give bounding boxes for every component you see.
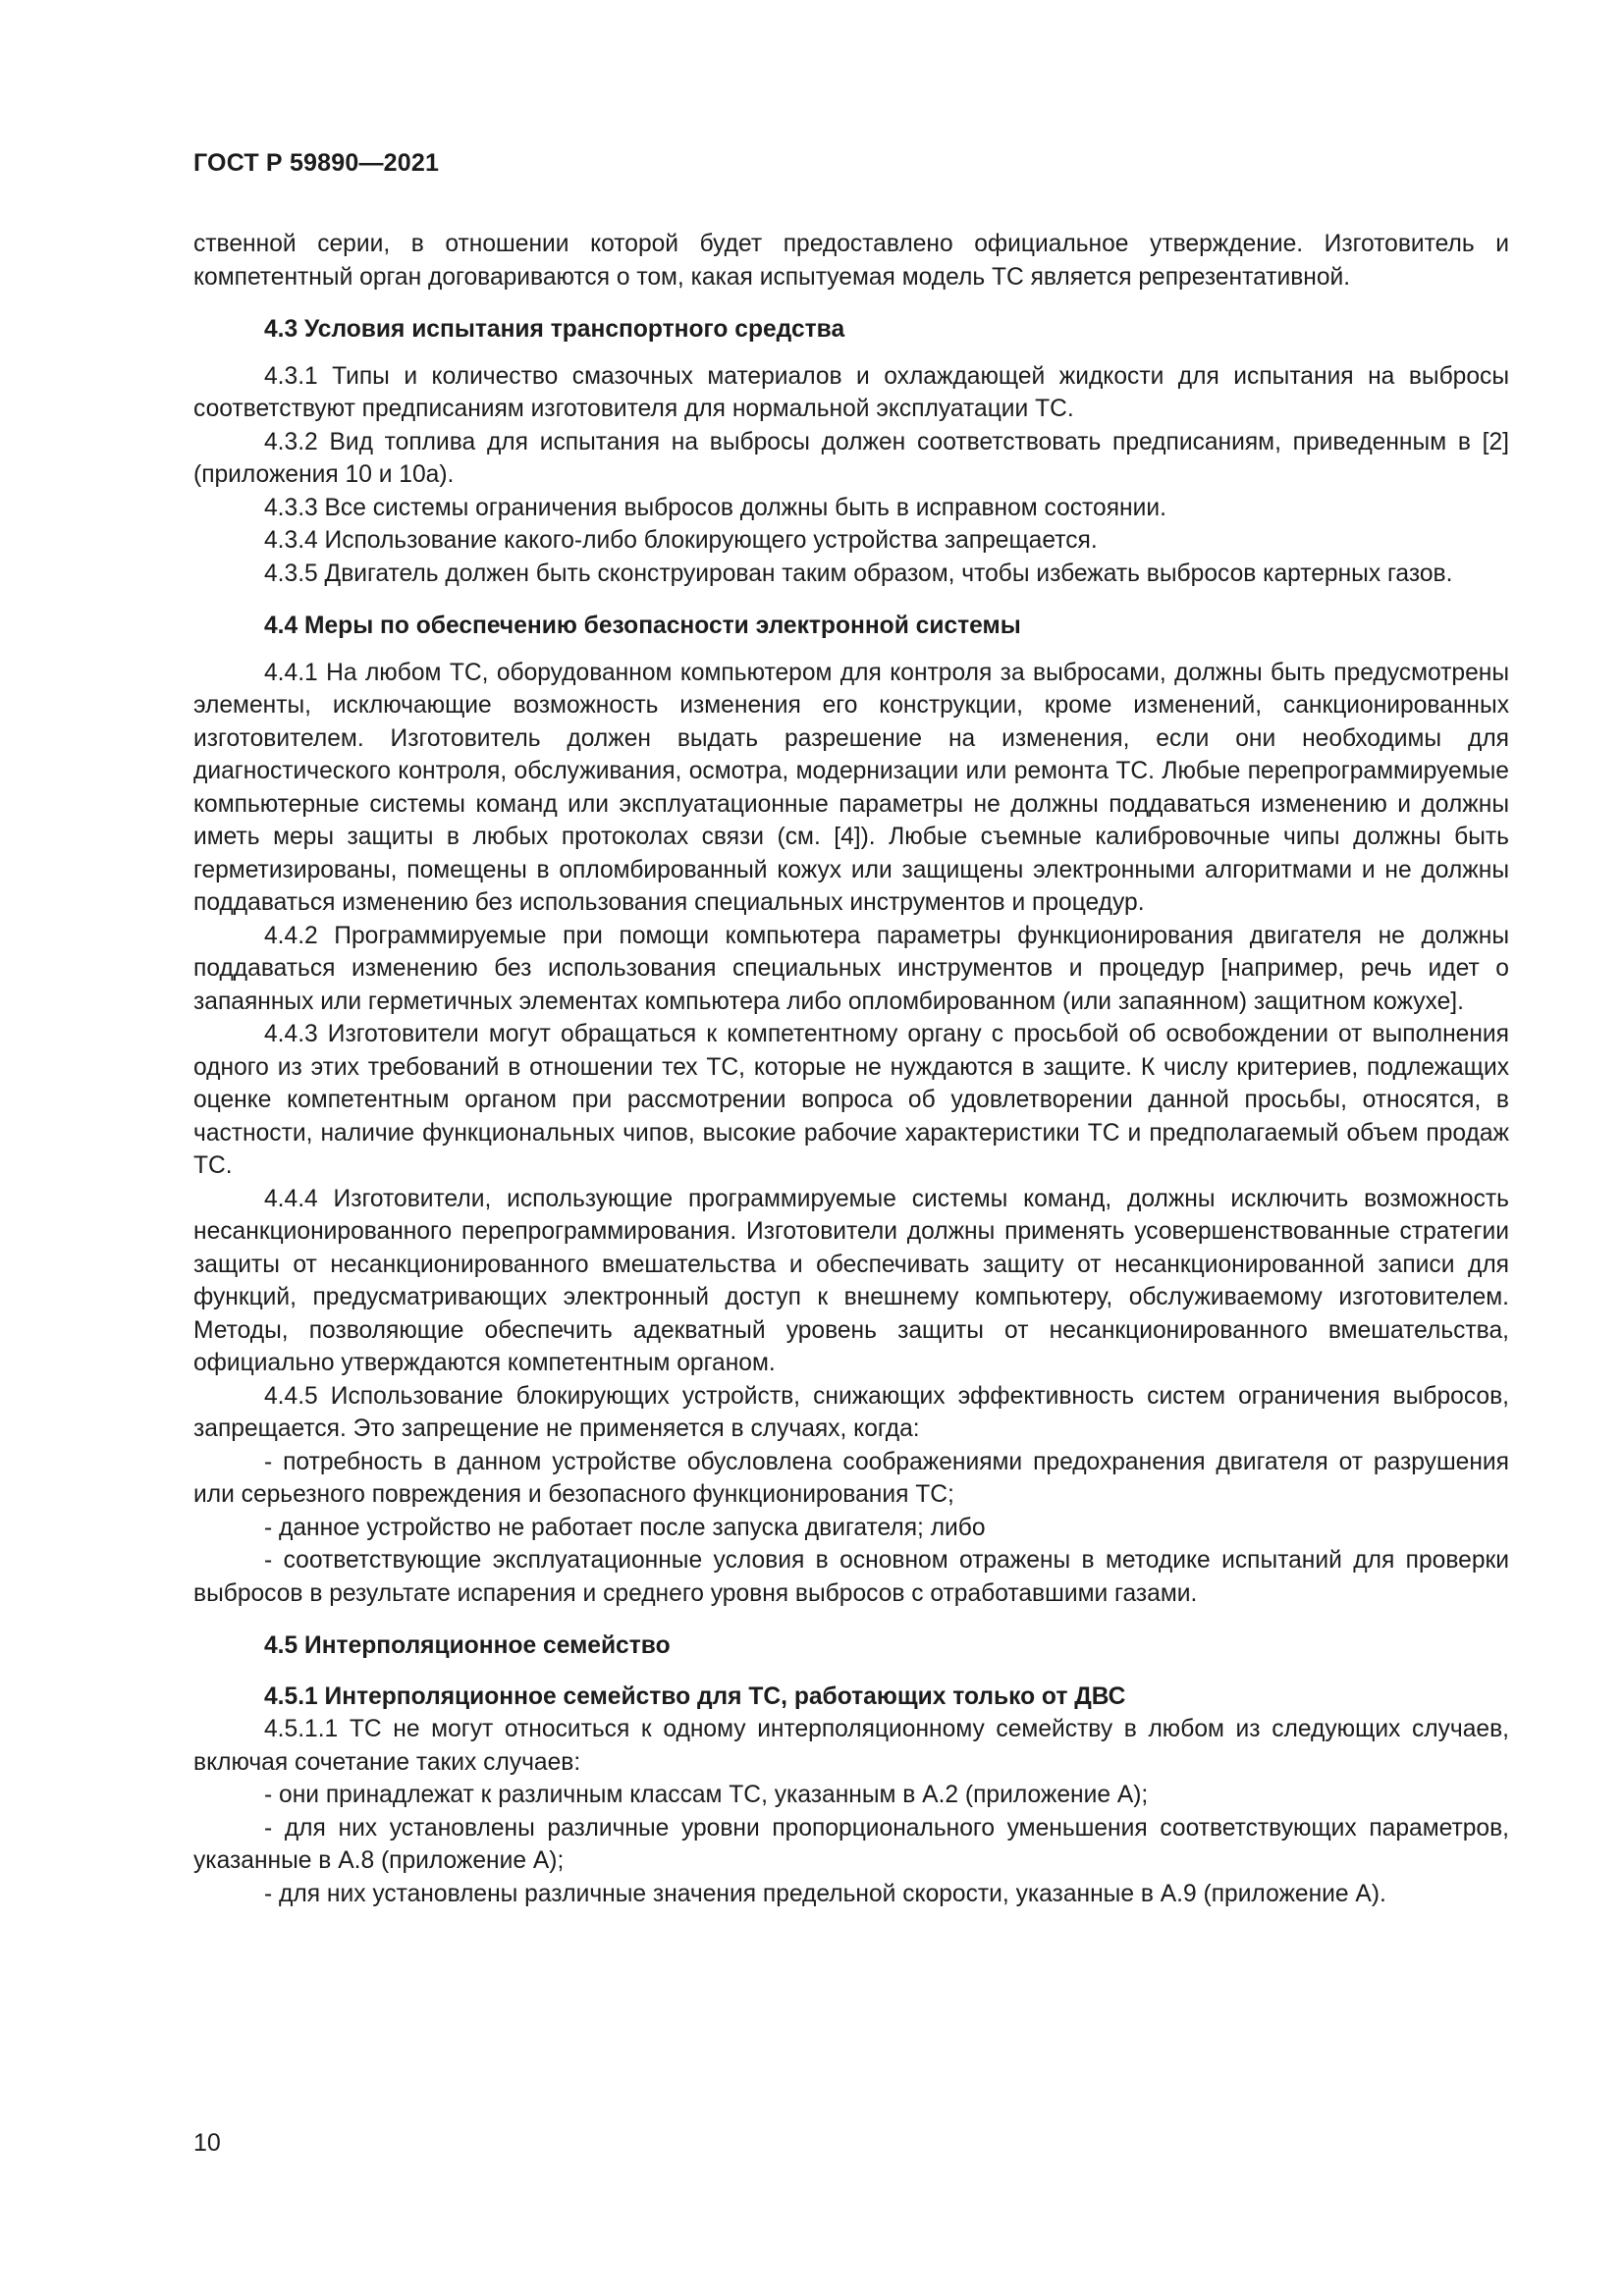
- list-item: - данное устройство не работает после запуска двигателя; либо: [264, 1514, 986, 1541]
- paragraph-4-3-1: 4.3.1 Типы и количество смазочных материалов и охлаждающей жидкости для испытания на выбросы соответствуют предписаниям изготовителя для нормальной эксплуатации ТС.: [193, 362, 1509, 422]
- paragraph-4-4-2: 4.4.2 Программируемые при помощи компьютера параметры функционирования двигателя не должны поддаваться изменению без использования специальных инструментов и процедур [например, речь идет о запаянных или герметичных элементах компьютера либо опломбированном (или запаянном) защитном кожухе].: [193, 922, 1509, 1015]
- paragraph-4-3-5: 4.3.5 Двигатель должен быть сконструирован таким образом, чтобы избежать выбросов картерных газов.: [264, 560, 1453, 587]
- list-item: - они принадлежат к различным классам ТС, указанным в А.2 (приложение А);: [264, 1782, 1149, 1808]
- paragraph-4-4-3: 4.4.3 Изготовители могут обращаться к компетентному органу с просьбой об освобождении от выполнения одного из этих требований в отношении тех ТС, которые не нуждаются в защите. К числу критериев, подлежащих оценке компетентным органом при рассмотрении вопроса об удовлетворении данной просьбы, относятся, в частности, наличие функциональных чипов, высокие рабочие характеристики ТС и предполагаемый объем продаж ТС.: [193, 1021, 1509, 1179]
- list-item: - для них установлены различные значения предельной скорости, указанные в А.9 (приложение А).: [264, 1880, 1386, 1907]
- document-header: ГОСТ Р 59890—2021: [193, 149, 440, 177]
- document-body: [193, 228, 1509, 1910]
- paragraph-4-3-3: 4.3.3 Все системы ограничения выбросов должны быть в исправном состоянии.: [264, 494, 1166, 521]
- paragraph-4-4-1: 4.4.1 На любом ТС, оборудованном компьютером для контроля за выбросами, должны быть предусмотрены элементы, исключающие возможность изменения его конструкции, кроме изменений, санкционированных изготовителем. Изготовитель должен выдать разрешение на изменения, если они необходимы для диагностического контроля, обслуживания, осмотра, модернизации или ремонта ТС. Любые перепрограммируемые компьютерные системы команд или эксплуатационные параметры не должны поддаваться изменению и должны иметь меры защиты в любых протоколах связи (см. [4]). Любые съемные калибровочные чипы должны быть герметизированы, помещены в опломбированный кожух или защищены электронными алгоритмами и не должны поддаваться изменению без использования специальных инструментов и процедур.: [193, 659, 1509, 916]
- subsection-heading-4-5-1: 4.5.1 Интерполяционное семейство для ТС, работающих только от ДВС: [264, 1682, 1126, 1710]
- list-item: - потребность в данном устройстве обусловлена соображениями предохранения двигателя от разрушения или серьезного повреждения и безопасного функционирования ТС;: [193, 1448, 1509, 1508]
- paragraph-4-3-4: 4.3.4 Использование какого-либо блокирующего устройства запрещается.: [264, 527, 1098, 554]
- section-heading-4-5: 4.5 Интерполяционное семейство: [264, 1632, 671, 1659]
- list-item: - для них установлены различные уровни пропорционального уменьшения соответствующих параметров, указанные в А.8 (приложение А);: [193, 1814, 1509, 1874]
- page-number: 10: [193, 2129, 221, 2157]
- section-heading-4-3: 4.3 Условия испытания транспортного средства: [264, 316, 845, 343]
- section-heading-4-4: 4.4 Меры по обеспечению безопасности электронной системы: [264, 613, 1021, 639]
- paragraph-continuation: ственной серии, в отношении которой будет предоставлено официальное утверждение. Изготовитель и компетентный орган договариваются о том, какая испытуемая модель ТС является репрезентативной.: [193, 231, 1509, 291]
- paragraph-4-4-5: 4.4.5 Использование блокирующих устройств, снижающих эффективность систем ограничения выбросов, запрещается. Это запрещение не применяется в случаях, когда:: [193, 1382, 1509, 1442]
- document-page: [193, 0, 1509, 2296]
- paragraph-4-3-2: 4.3.2 Вид топлива для испытания на выбросы должен соответствовать предписаниям, приведенным в [2] (приложения 10 и 10а).: [193, 428, 1509, 488]
- paragraph-4-5-1-1: 4.5.1.1 ТС не могут относиться к одному интерполяционному семейству в любом из следующих случаев, включая сочетание таких случаев:: [193, 1716, 1509, 1776]
- list-item: - соответствующие эксплуатационные условия в основном отражены в методике испытаний для проверки выбросов в результате испарения и среднего уровня выбросов с отработавшими газами.: [193, 1547, 1509, 1607]
- paragraph-4-4-4: 4.4.4 Изготовители, использующие программируемые системы команд, должны исключить возможность несанкционированного перепрограммирования. Изготовители должны применять усовершенствованные стратегии защиты от несанкционированного вмешательства и обеспечивать защиту от несанкционированной записи для функций, предусматривающих электронный доступ к внешнему компьютеру, обслуживаемому изготовителем. Методы, позволяющие обеспечить адекватный уровень защиты от несанкционированного вмешательства, официально утверждаются компетентным органом.: [193, 1185, 1509, 1376]
